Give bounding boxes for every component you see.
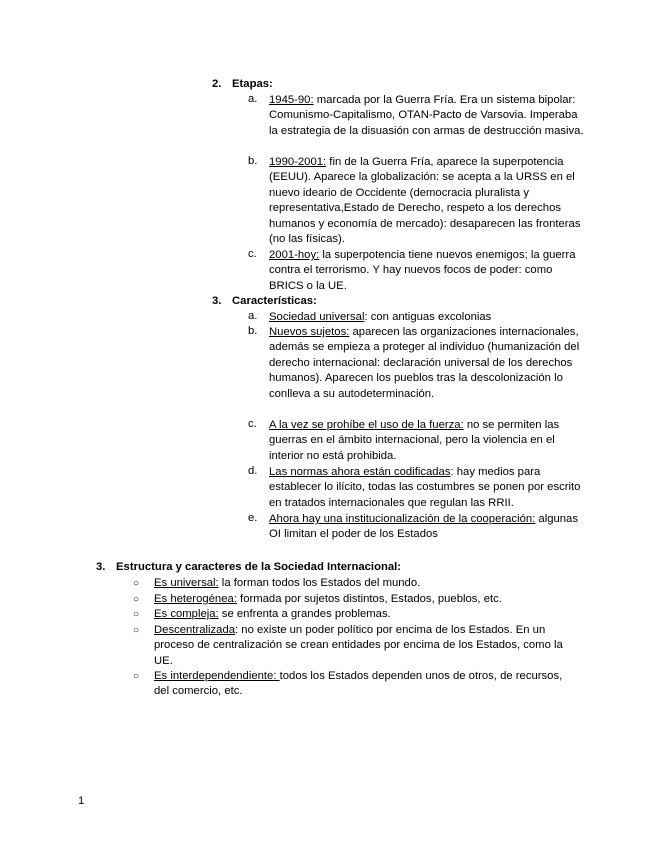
list-letter: a. bbox=[248, 93, 258, 105]
list-letter: c. bbox=[248, 418, 257, 430]
item-term: 1990-2001: bbox=[269, 156, 327, 168]
list-letter: a. bbox=[248, 310, 258, 322]
item-term: Es compleja: bbox=[154, 608, 219, 620]
item-term: Las normas ahora están codificadas bbox=[269, 466, 451, 478]
list-letter: e. bbox=[248, 512, 258, 524]
item-description: : no existe un poder político por encima de los Estados. En un proceso de centralización se crean entidades por encima de los Estados, como la UE. bbox=[154, 624, 563, 667]
list-item-text bbox=[269, 418, 585, 464]
item-description: fin de la Guerra Fría, aparece la superpotencia (EEUU). Aparece la globalización: se acepta a la URSS en el nuevo ideario de Occidente (democracia pluralista y representativa,Estado de Derecho, respeto a los derechos humanos y economía de mercado): desaparecen las fronteras (no las físicas). bbox=[269, 156, 581, 246]
item-description: la superpotencia tiene nuevos enemigos; la guerra contra el terrorismo. Y hay nuevos focos de poder: como BRICS o la UE. bbox=[269, 249, 576, 292]
bullet-circle-icon: ○ bbox=[133, 671, 140, 682]
item-description: formada por sujetos distintos, Estados, pueblos, etc. bbox=[236, 593, 502, 605]
item-term: Ahora hay una institucionalización de la cooperación: bbox=[269, 513, 536, 525]
item-description: : hay medios para establecer lo ilícito, todas las costumbres se ponen por escrito en tratados internacionales que regulan las RRII. bbox=[269, 466, 581, 509]
item-description: marcada por la Guerra Fría. Era un sistema bipolar: Comunismo-Capitalismo, OTAN-Pacto de Varsovia. Imperaba la estrategia de la disuasión con armas de destrucción masiva. bbox=[269, 94, 584, 137]
list-letter: b. bbox=[248, 155, 258, 167]
section-number: 3. bbox=[212, 295, 222, 307]
bullet-circle-icon: ○ bbox=[133, 594, 140, 605]
item-term: Descentralizada bbox=[154, 624, 236, 636]
list-item-text bbox=[269, 248, 585, 294]
section-title: Etapas: bbox=[232, 78, 273, 90]
bullet-circle-icon: ○ bbox=[133, 609, 140, 620]
item-term: Es interdependendiente: bbox=[154, 670, 280, 682]
item-description: : con antiguas excolonias bbox=[364, 311, 492, 323]
item-term: 2001-hoy: bbox=[269, 249, 320, 261]
list-item-text bbox=[269, 465, 585, 511]
item-term: Nuevos sujetos: bbox=[269, 326, 350, 338]
list-letter: d. bbox=[248, 465, 258, 477]
list-item-text bbox=[269, 155, 585, 247]
item-term: Es heterogénea: bbox=[154, 593, 237, 605]
item-description: la forman todos los Estados del mundo. bbox=[218, 577, 421, 589]
item-description: no se permiten las guerras en el ámbito internacional, pero la violencia en el interior no está prohibida. bbox=[269, 419, 560, 462]
bullet-item-text bbox=[154, 576, 579, 591]
item-term: A la vez se prohíbe el uso de la fuerza: bbox=[269, 419, 464, 431]
bullet-item-text bbox=[154, 669, 579, 700]
list-item-text bbox=[269, 512, 585, 543]
bullet-item-text bbox=[154, 592, 579, 607]
item-term: Sociedad universal bbox=[269, 311, 365, 323]
list-letter: c. bbox=[248, 248, 257, 260]
section-number: 2. bbox=[212, 78, 222, 90]
bullet-circle-icon: ○ bbox=[133, 625, 140, 636]
page-number: 1 bbox=[78, 795, 85, 807]
item-term: Es universal: bbox=[154, 577, 219, 589]
section-title: Características: bbox=[232, 295, 317, 307]
bullet-circle-icon: ○ bbox=[133, 578, 140, 589]
list-item-text bbox=[269, 325, 585, 402]
item-description: aparecen las organizaciones internacionales, además se empieza a proteger al individuo (humanización del derecho internacional: declaración universal de los derechos humanos). Aparecen los pueblos tras la descolonización lo conlleva a su autodeterminación. bbox=[269, 326, 580, 400]
item-term: 1945-90: bbox=[269, 94, 314, 106]
list-item-text bbox=[269, 93, 585, 139]
item-description: se enfrenta a grandes problemas. bbox=[218, 608, 391, 620]
bullet-item-text bbox=[154, 607, 579, 622]
list-item-text bbox=[269, 310, 585, 325]
list-letter: b. bbox=[248, 325, 258, 337]
section-title: Estructura y caracteres de la Sociedad Internacional: bbox=[116, 561, 402, 573]
item-description: todos los Estados dependen unos de otros, de recursos, del comercio, etc. bbox=[154, 670, 563, 698]
item-description: algunas OI limitan el poder de los Estados bbox=[269, 513, 578, 541]
section-number: 3. bbox=[96, 561, 106, 573]
bullet-item-text bbox=[154, 623, 579, 669]
